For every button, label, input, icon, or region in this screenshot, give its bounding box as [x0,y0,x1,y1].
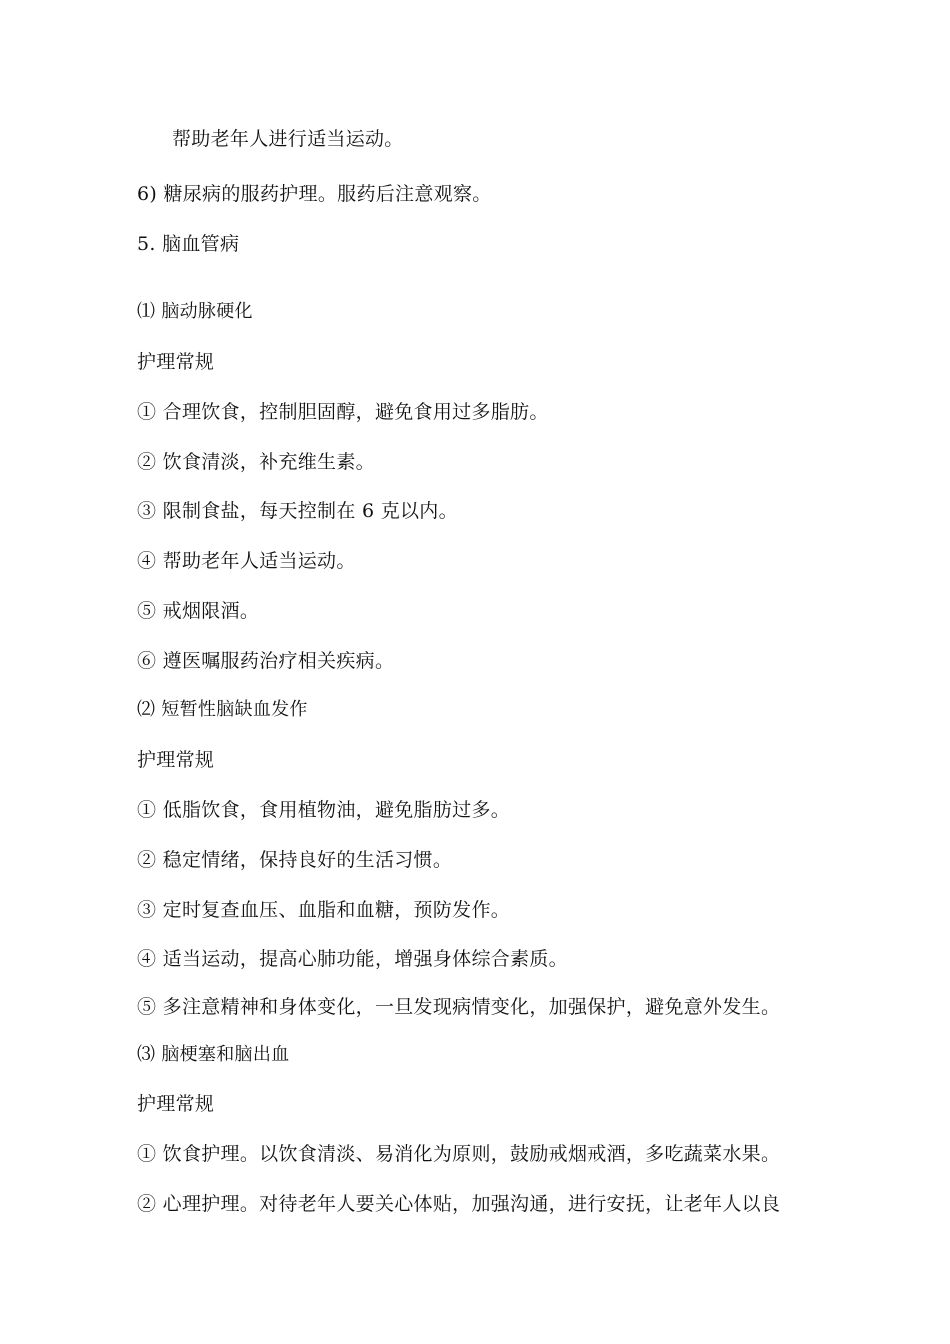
list-item: ② 稳定情绪，保持良好的生活习惯。 [137,849,453,871]
subheading-tia: ⑵ 短暂性脑缺血发作 [137,699,308,720]
subheading-infarction-hemorrhage: ⑶ 脑梗塞和脑出血 [137,1044,290,1065]
list-item: ③ 定时复查血压、血脂和血糖，预防发作。 [137,899,511,921]
section-heading-cerebrovascular: 5. 脑血管病 [137,233,240,255]
list-item: ⑤ 多注意精神和身体变化，一旦发现病情变化，加强保护，避免意外发生。 [137,996,781,1018]
item-diabetes-medication: 6) 糖尿病的服药护理。服药后注意观察。 [137,183,492,205]
subheading-cerebral-arteriosclerosis: ⑴ 脑动脉硬化 [137,301,253,322]
label-nursing-routine: 护理常规 [137,1093,215,1115]
list-item: ⑤ 戒烟限酒。 [137,600,260,622]
list-item: ④ 帮助老年人适当运动。 [137,550,356,572]
list-item: ① 合理饮食，控制胆固醇，避免食用过多脂肪。 [137,401,549,423]
list-item: ① 低脂饮食，食用植物油，避免脂肪过多。 [137,799,511,821]
list-item: ① 饮食护理。以饮食清淡、易消化为原则，鼓励戒烟戒酒，多吃蔬菜水果。 [137,1143,781,1165]
list-item: ④ 适当运动，提高心肺功能，增强身体综合素质。 [137,948,568,970]
list-item: ② 心理护理。对待老年人要关心体贴，加强沟通，进行安抚，让老年人以良 [137,1193,781,1215]
label-nursing-routine: 护理常规 [137,749,215,771]
label-nursing-routine: 护理常规 [137,351,215,373]
text-line-continuation: 帮助老年人进行适当运动。 [172,128,404,150]
list-item: ③ 限制食盐，每天控制在 6 克以内。 [137,500,458,522]
list-item: ⑥ 遵医嘱服药治疗相关疾病。 [137,650,395,672]
list-item: ② 饮食清淡，补充维生素。 [137,451,375,473]
